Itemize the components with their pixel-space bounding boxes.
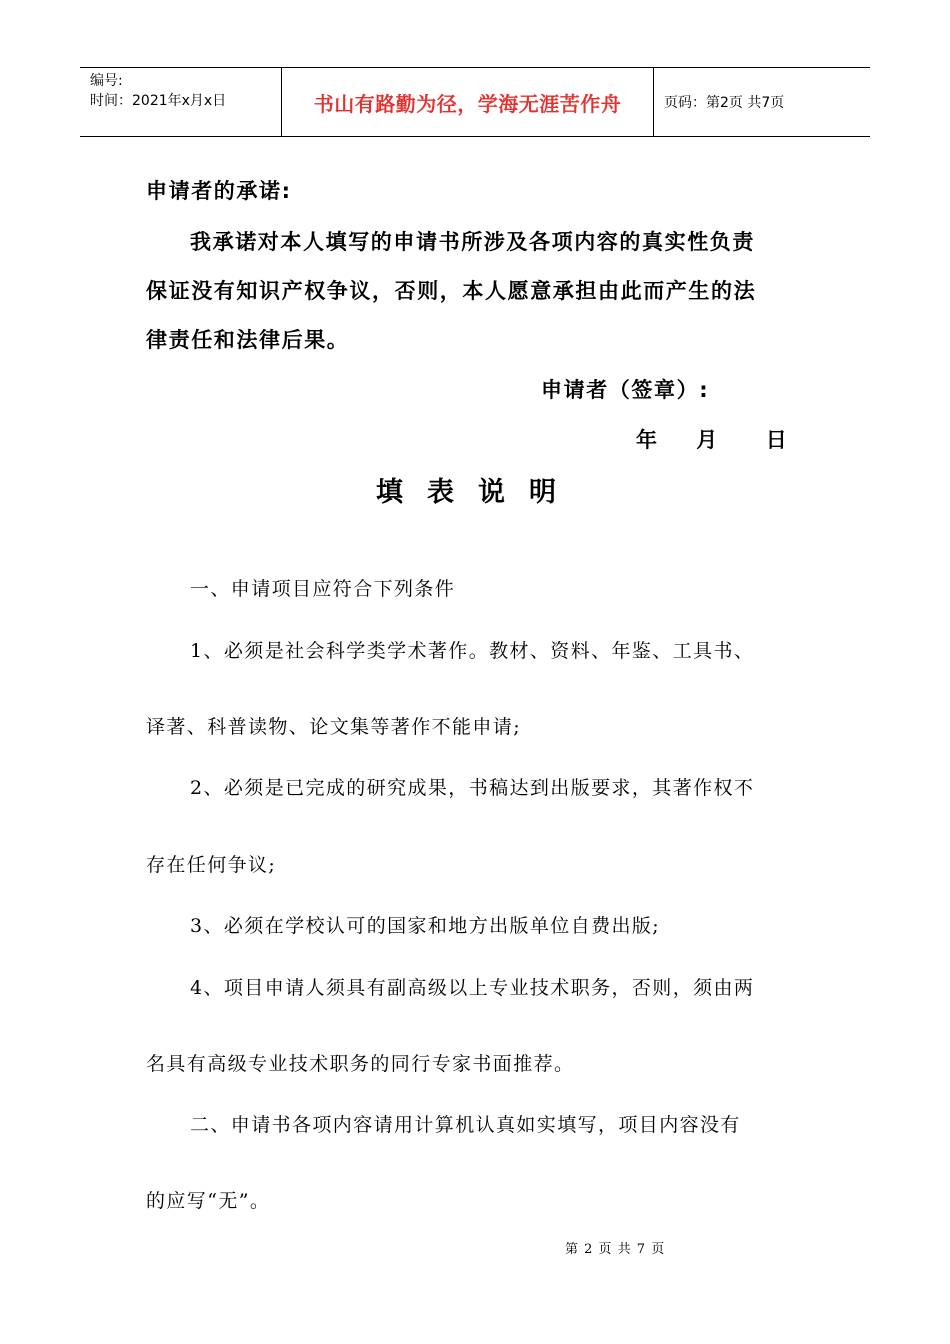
pledge-line-1: 我承诺对本人填写的申请书所涉及各项内容的真实性负责 [190, 230, 755, 254]
pledge-line-3: 律责任和法律后果。 [146, 328, 350, 352]
instructions-title: 填表说明 [376, 477, 580, 508]
instruction-line-2: 1、必须是社会科学类学术著作。教材、资料、年鉴、工具书、 [190, 640, 755, 662]
header-page-info: 页码：第2页 共7页 [664, 95, 785, 111]
instruction-line-6: 3、必须在学校认可的国家和地方出版单位自费出版; [190, 915, 661, 937]
page-header [80, 67, 870, 137]
instruction-line-4: 2、必须是已完成的研究成果，书稿达到出版要求，其著作权不 [190, 777, 755, 799]
pledge-heading: 申请者的承诺: [146, 179, 292, 203]
instruction-line-5: 存在任何争议; [146, 854, 277, 876]
instruction-line-9: 二、申请书各项内容请用计算机认真如实填写，项目内容没有 [190, 1114, 741, 1136]
instruction-line-7: 4、项目申请人须具有副高级以上专业技术职务，否则，须由两 [190, 977, 755, 999]
date-label: 年 月 日 [636, 428, 789, 452]
instruction-line-3: 译著、科普读物、论文集等著作不能申请; [146, 716, 522, 738]
page-footer: 第 2 页 共 7 页 [565, 1242, 666, 1257]
document-number-label: 编号: [90, 73, 123, 89]
document-time-label: 时间：2021年x月x日 [90, 93, 227, 109]
header-meta [80, 68, 282, 136]
instruction-line-10: 的应写“无”。 [146, 1190, 271, 1212]
instruction-line-8: 名具有高级专业技术职务的同行专家书面推荐。 [146, 1053, 575, 1075]
signature-label: 申请者（签章）: [541, 378, 710, 402]
instruction-line-1: 一、申请项目应符合下列条件 [190, 578, 456, 600]
pledge-line-2: 保证没有知识产权争议，否则，本人愿意承担由此而产生的法 [146, 279, 757, 303]
header-motto: 书山有路勤为径，学海无涯苦作舟 [282, 68, 654, 136]
